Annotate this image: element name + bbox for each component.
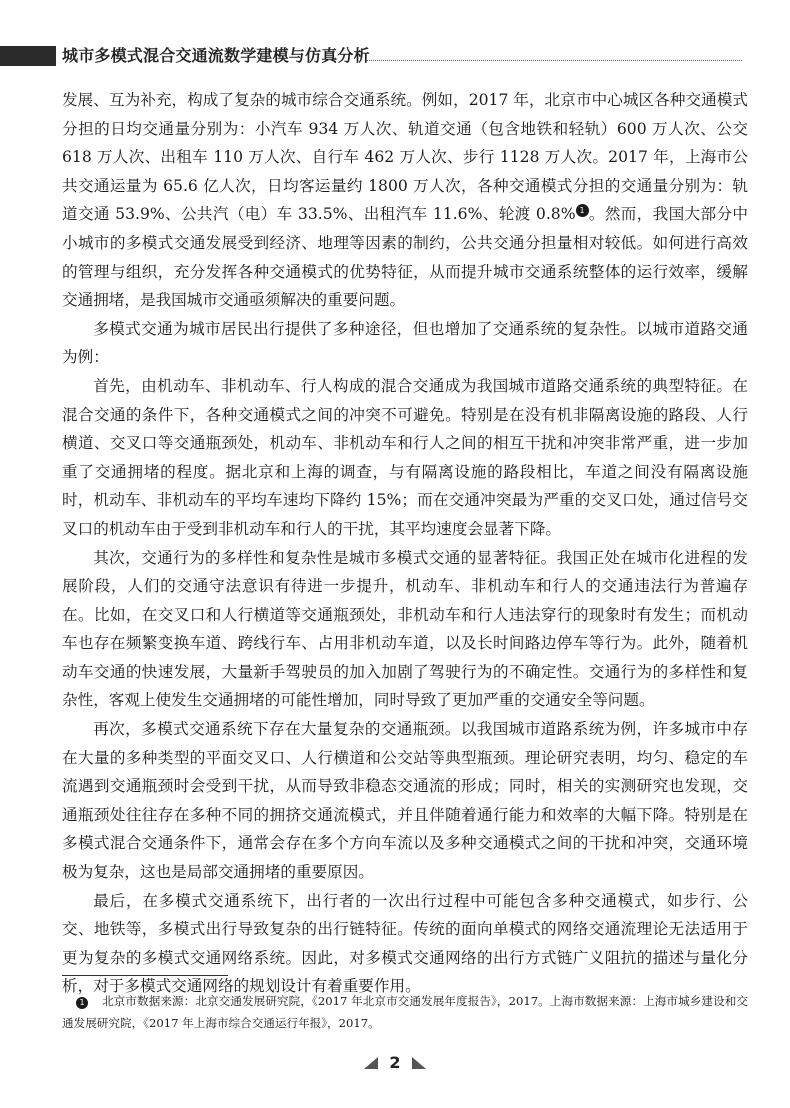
running-header	[0, 44, 790, 72]
paragraph-text: 。然而，我国大部分中小城市的多模式交通发展受到经济、地理等因素的制约，公共交通分担量相对较低。如何进行高效的管理与组织，充分发挥各种交通模式的优势特征，从而提升城市交通系统整体的运行效率，缓解交通拥堵，是我国城市交通亟须解决的重要问题。	[62, 205, 748, 310]
footnote	[62, 990, 748, 1034]
right-triangle-icon	[412, 1057, 426, 1069]
footnote-reference-icon[interactable]: 1	[576, 204, 589, 217]
body-text	[62, 86, 748, 1001]
paragraph-text: 发展、互为补充，构成了复杂的城市综合交通系统。例如，2017 年，北京市中心城区各种交通模式分担的日均交通量分别为：小汽车 934 万人次、轨道交通（包含地铁和轻轨）600 万人次、公交 618 万人次、出租车 110 万人次、自行车 462 万人次、步行 1128 万人次。2017 年，上海市公共交通运量为 65.6 亿人次，日均客运量约 1800 万人次，各种交通模式分担的交通量分别为：轨道交通 53.9%、公共汽（电）车 33.5%、出租汽车 11.6%、轮渡 0.8%	[62, 91, 748, 224]
header-dotted-rule	[366, 60, 742, 61]
page-number: 2	[389, 1052, 401, 1072]
paragraph	[62, 86, 748, 315]
paragraph: 再次，多模式交通系统下存在大量复杂的交通瓶颈。以我国城市道路系统为例，许多城市中存在大量的多种类型的平面交叉口、人行横道和公交站等典型瓶颈。理论研究表明，均匀、稳定的车流遇到交通瓶颈时会受到干扰，从而导致非稳态交通流的形成；同时，相关的实测研究也发现，交通瓶颈处往往存在多种不同的拥挤交通流模式，并且伴随着通行能力和效率的大幅下降。特别是在多模式混合交通条件下，通常会存在多个方向车流以及多种交通模式之间的干扰和冲突，交通环境极为复杂，这也是局部交通拥堵的重要原因。	[62, 720, 748, 882]
paragraph: 其次，交通行为的多样性和复杂性是城市多模式交通的显著特征。我国正处在城市化进程的发展阶段，人们的交通守法意识有待进一步提升，机动车、非机动车和行人的交通违法行为普遍存在。比如，在交叉口和人行横道等交通瓶颈处，非机动车和行人违法穿行的现象时有发生；而机动车也存在频繁变换车道、跨线行车、占用非机动车道，以及长时间路边停车等行为。此外，随着机动车交通的快速发展，大量新手驾驶员的加入加剧了驾驶行为的不确定性。交通行为的多样性和复杂性，客观上使发生交通拥堵的可能性增加，同时导致了更加严重的交通安全等问题。	[62, 548, 748, 710]
paragraph: 多模式交通为城市居民出行提供了多种途径，但也增加了交通系统的复杂性。以城市道路交通为例：	[62, 319, 748, 367]
footnote-marker-icon: 1	[76, 997, 88, 1009]
page-number-area	[0, 1052, 790, 1073]
header-title: 城市多模式混合交通流数学建模与仿真分析	[62, 46, 370, 65]
paragraph: 首先，由机动车、非机动车、行人构成的混合交通成为我国城市道路交通系统的典型特征。在混合交通的条件下，各种交通模式之间的冲突不可避免。特别是在没有机非隔离设施的路段、人行横道、交叉口等交通瓶颈处，机动车、非机动车和行人之间的相互干扰和冲突非常严重，进一步加重了交通拥堵的程度。据北京和上海的调查，与有隔离设施的路段相比，车道之间没有隔离设施时，机动车、非机动车的平均车速均下降约 15%；而在交通冲突最为严重的交叉口处，通过信号交叉口的机动车由于受到非机动车和行人的干扰，其平均速度会显著下降。	[62, 376, 748, 538]
paragraph: 最后，在多模式交通系统下，出行者的一次出行过程中可能包含多种交通模式，如步行、公交、地铁等，多模式出行导致复杂的出行链特征。传统的面向单模式的网络交通流理论无法适用于更为复杂的多模式交通网络系统。因此，对多模式交通网络的出行方式链广义阻抗的描述与量化分析，对于多模式交通网络的规划设计有着重要作用。	[62, 891, 748, 996]
header-block	[0, 46, 56, 66]
left-triangle-icon	[364, 1057, 378, 1069]
footnote-rule	[62, 975, 228, 976]
footnote-text: 北京市数据来源：北京交通发展研究院，《2017 年北京市交通发展年度报告》，2017。上海市数据来源：上海市城乡建设和交通发展研究院，《2017 年上海市综合交通运行年报》，2017。	[62, 994, 748, 1030]
